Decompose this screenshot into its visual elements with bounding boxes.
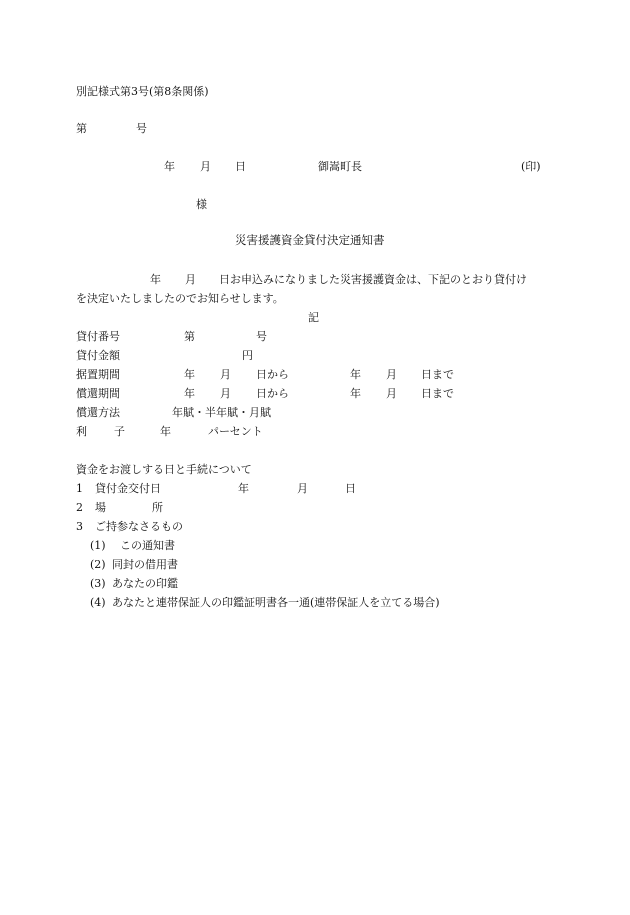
deferment-y1: 年 [184, 368, 195, 381]
ki-mark: 記 [308, 311, 319, 324]
interest-label-b: 子 [114, 425, 125, 438]
item2-label-a: 場 [95, 501, 106, 514]
interest-year: 年 [160, 425, 171, 438]
deferment-label: 据置期間 [76, 368, 120, 381]
form-id: 別記様式第3号(第8条関係) [76, 85, 209, 98]
subitem-4-number: (4) [90, 596, 106, 609]
loan-amount-label: 貸付金額 [76, 349, 120, 362]
item1-day: 日 [345, 482, 356, 495]
repayment-period-y2: 年 [350, 387, 361, 400]
doc-number-suffix: 号 [136, 122, 147, 135]
subitem-2-number: (2) [90, 558, 106, 571]
item1-label: 貸付金交付日 [95, 482, 161, 495]
section-heading: 資金をお渡しする日と手続について [76, 463, 252, 476]
seal-mark: (印) [521, 160, 541, 173]
loan-number-suffix: 号 [256, 330, 267, 343]
issue-day: 日 [235, 160, 246, 173]
repayment-period-m2: 月 [386, 387, 397, 400]
body-year: 年 [150, 273, 161, 286]
subitem-1-text: この通知書 [120, 539, 175, 552]
subitem-3-number: (3) [90, 577, 106, 590]
loan-number-prefix: 第 [184, 330, 195, 343]
deferment-m2: 月 [386, 368, 397, 381]
body-text-line1: 日お申込みになりました災害援護資金は、下記のとおり貸付け [219, 273, 527, 286]
deferment-y2: 年 [350, 368, 361, 381]
subitem-1-number: (1) [90, 539, 106, 552]
repayment-period-m1: 月 [220, 387, 231, 400]
repayment-period-label: 償還期間 [76, 387, 120, 400]
repayment-period-y1: 年 [184, 387, 195, 400]
document-title: 災害援護資金貸付決定通知書 [235, 233, 385, 247]
loan-amount-unit: 円 [242, 349, 253, 362]
interest-percent: パーセント [208, 425, 263, 438]
doc-number-prefix: 第 [76, 122, 87, 135]
repayment-method-value: 年賦・半年賦・月賦 [172, 406, 271, 419]
interest-label-a: 利 [76, 425, 87, 438]
issuer-name: 御嵩町長 [318, 160, 362, 173]
subitem-2-text: 同封の借用書 [112, 558, 178, 571]
repayment-period-d2: 日まで [421, 387, 454, 400]
deferment-d2: 日まで [421, 368, 454, 381]
loan-number-label: 貸付番号 [76, 330, 120, 343]
repayment-method-label: 償還方法 [76, 406, 120, 419]
deferment-d1: 日から [256, 368, 289, 381]
deferment-m1: 月 [220, 368, 231, 381]
repayment-period-d1: 日から [256, 387, 289, 400]
issue-month: 月 [200, 160, 211, 173]
item1-year: 年 [238, 482, 249, 495]
item1-number: 1 [76, 482, 83, 495]
item3-number: 3 [76, 520, 83, 533]
item2-label-b: 所 [152, 501, 163, 514]
subitem-4-text: あなたと連帯保証人の印鑑証明書各一通(連帯保証人を立てる場合) [112, 596, 440, 609]
body-month: 月 [185, 273, 196, 286]
body-text-line2: を決定いたしましたのでお知らせします。 [76, 292, 284, 305]
subitem-3-text: あなたの印鑑 [112, 577, 178, 590]
issue-year: 年 [164, 160, 175, 173]
item2-number: 2 [76, 501, 83, 514]
item3-label: ご持参なさるもの [95, 520, 183, 533]
addressee-honorific: 様 [196, 198, 207, 211]
item1-month: 月 [297, 482, 308, 495]
